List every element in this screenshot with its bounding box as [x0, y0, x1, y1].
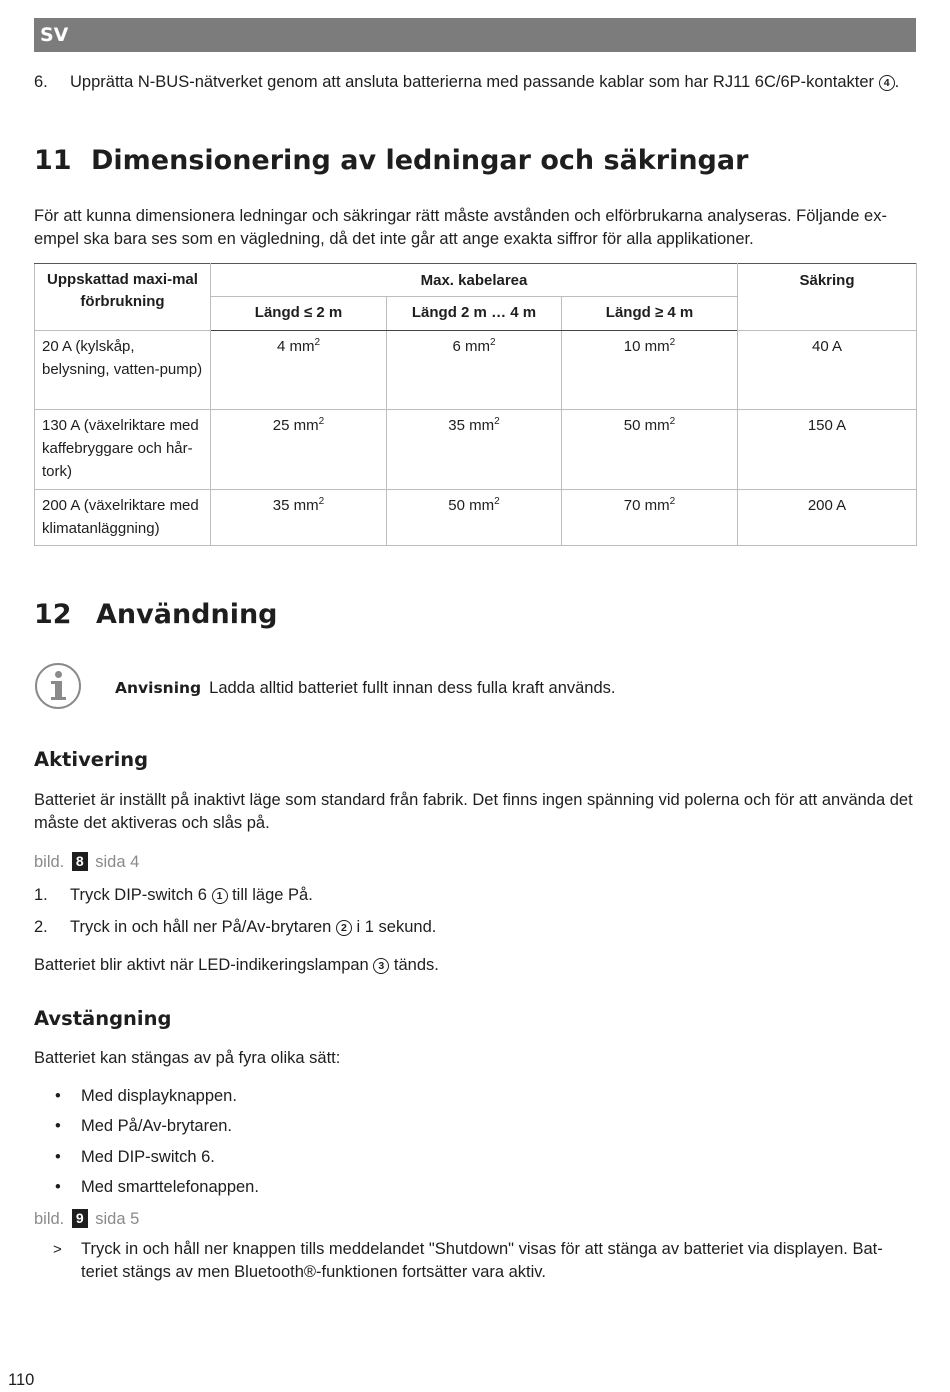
info-icon: [35, 663, 81, 709]
header-consumption: Uppskattad maxi-mal förbrukning: [35, 264, 211, 331]
list-item: • Med smarttelefonappen.: [55, 1177, 259, 1196]
language-code: SV: [40, 24, 69, 46]
section-number: 11: [34, 145, 72, 176]
section-title: Dimensionering av ledningar och säkringar: [91, 145, 749, 176]
figure-reference: bild. 8 sida 4: [34, 853, 140, 871]
shutdown-heading: Avstängning: [34, 1007, 172, 1030]
note: [115, 676, 616, 700]
activation-paragraph: Batteriet är inställt på inaktivt läge som standard från fabrik. Det finns ingen spänning vid polerna och för att använda det måste det aktiveras och slås på.: [34, 791, 913, 832]
callout-marker: 1: [212, 888, 228, 904]
callout-marker: 4: [879, 75, 895, 91]
consumption-cell: 20 A (kylskåp, belysning, vatten-pump): [35, 331, 211, 410]
area-cell: 10 $mm^2$: [562, 331, 738, 410]
note-text: Ladda alltid batteriet fullt innan dess fulla kraft används.: [209, 679, 616, 697]
consumption-cell: 200 A (växelriktare med klimatanläggning): [35, 490, 211, 546]
figure-number: 8: [72, 852, 88, 871]
header-fuse: Säkring: [738, 264, 917, 331]
figure-number: 9: [72, 1209, 88, 1228]
activation-result: Batteriet blir aktivt när LED-indikeringslampan 3 tänds.: [34, 956, 439, 974]
figure-reference: bild. 9 sida 5: [34, 1210, 140, 1228]
area-cell: 50 $mm^2$: [562, 410, 738, 490]
header-length-short: Längd ≤ 2 m: [211, 297, 387, 331]
callout-marker: 2: [336, 920, 352, 936]
section-11-heading: [34, 143, 748, 179]
list-item: • Med På/Av-brytaren.: [55, 1117, 233, 1136]
activation-step: 2. Tryck in och håll ner På/Av-brytaren 2 i 1 sekund.: [34, 918, 437, 936]
fuse-cell: 150 A: [738, 410, 917, 490]
consumption-cell: 130 A (växelriktare med kaffebryggare och hår-tork): [35, 410, 211, 490]
list-item: • Med displayknappen.: [55, 1087, 237, 1105]
language-header-bar: [34, 18, 916, 52]
area-cell: 25 $mm^2$: [211, 410, 387, 490]
cable-dimension-table: [34, 263, 917, 546]
area-cell: 35 $mm^2$: [387, 410, 562, 490]
fuse-cell: 200 A: [738, 490, 917, 546]
table-row: [35, 410, 917, 490]
step-text: Upprätta N-BUS-nätverket genom att ansluta batterierna med passande kablar som har RJ11 6C/6P-kontakter 4 .: [70, 73, 900, 91]
header-length-mid: Längd 2 m … 4 m: [387, 297, 562, 331]
activation-heading: Aktivering: [34, 748, 149, 771]
section-title: Användning: [96, 599, 278, 630]
shutdown-paragraph: Batteriet kan stängas av på fyra olika sätt:: [34, 1049, 341, 1067]
activation-step: 1. Tryck DIP-switch 6 1 till läge På.: [34, 886, 313, 904]
header-max-cable-area: Max. kabelarea: [211, 264, 738, 297]
fuse-cell: 40 A: [738, 331, 917, 410]
callout-marker: 3: [373, 958, 389, 974]
table-header-row: [35, 264, 917, 297]
shutdown-methods-list: [34, 1084, 634, 1205]
header-length-long: Längd ≥ 4 m: [562, 297, 738, 331]
table-row: [35, 331, 917, 410]
area-cell: 4 $mm^2$: [211, 331, 387, 410]
list-item: • Med DIP-switch 6.: [55, 1147, 215, 1166]
step-number: 6.: [34, 73, 48, 91]
table-row: [35, 490, 917, 546]
area-cell: 50 $mm^2$: [387, 490, 562, 546]
page-number: 110: [8, 1371, 35, 1389]
section-12-heading: [34, 597, 278, 633]
area-cell: 6 $mm^2$: [387, 331, 562, 410]
area-cell: 35 $mm^2$: [211, 490, 387, 546]
note-label: Anvisning: [115, 679, 202, 697]
action-text: Tryck in och håll ner knappen tills meddelandet "Shutdown" visas för att stänga av batteriet via displayen. Bat-teriet stängs av men Bluetooth®-funktionen fortsätter vara aktiv.: [81, 1240, 883, 1281]
section-number: 12: [34, 599, 72, 630]
area-cell: 70 $mm^2$: [562, 490, 738, 546]
action-arrow-icon: >: [53, 1241, 62, 1258]
section-11-paragraph: För att kunna dimensionera ledningar och säkringar rätt måste avstånden och elförbrukarna analyseras. Följande ex-empel ska bara ses som en vägledning, då det inte går att ange exakta siffror för alla applikationer.: [34, 207, 887, 248]
